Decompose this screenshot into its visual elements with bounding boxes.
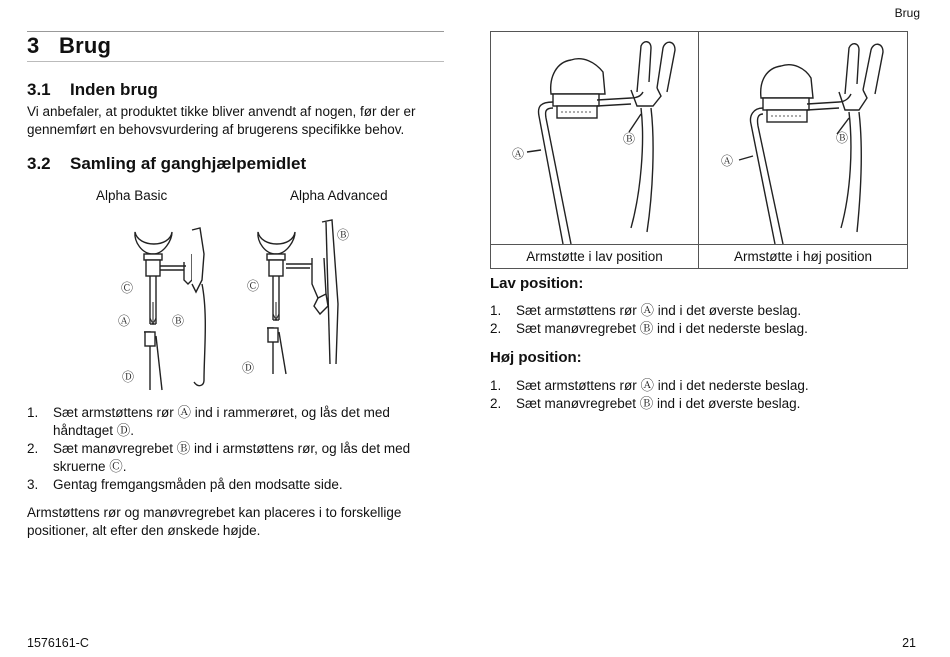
high-position-steps xyxy=(490,377,920,413)
callout-b-advanced: Ⓑ xyxy=(337,228,350,242)
section-number: 3.2 xyxy=(27,154,51,173)
running-header: Brug xyxy=(894,6,920,20)
page-number: 21 xyxy=(902,636,916,650)
chapter-rule-bottom xyxy=(27,61,444,62)
list-item: 3. Gentag fremgangsmåden på den modsatte side. xyxy=(27,477,343,492)
figure-caption-row xyxy=(491,244,907,268)
callout-b-high: Ⓑ xyxy=(836,131,849,145)
list-item: 2. Sæt manøvregrebet Ⓑ ind i det nederste beslag. xyxy=(490,321,808,336)
section-number: 3.1 xyxy=(27,80,51,99)
assembly-steps xyxy=(27,404,447,494)
callout-d-basic: Ⓓ xyxy=(122,370,135,384)
high-position-illustration xyxy=(699,32,907,244)
document-number: 1576161-C xyxy=(27,636,89,650)
list-item: 2. Sæt manøvregrebet Ⓑ ind i armstøttens rør, og lås det med skruerne Ⓒ. xyxy=(27,441,411,474)
list-item: 1. Sæt armstøttens rør Ⓐ ind i det øverste beslag. xyxy=(490,303,802,318)
callout-b-basic: Ⓑ xyxy=(172,314,185,328)
position-figure-table xyxy=(490,31,908,269)
callout-a-basic: Ⓐ xyxy=(118,314,131,328)
section-title: Samling af ganghjælpemidlet xyxy=(70,154,307,173)
callout-b-low: Ⓑ xyxy=(623,132,636,146)
callout-c-advanced: Ⓒ xyxy=(247,279,260,293)
callout-a-high: Ⓐ xyxy=(721,154,734,168)
list-item: 1. Sæt armstøttens rør Ⓐ ind i det nederste beslag. xyxy=(490,378,809,393)
figure-high-position xyxy=(699,32,907,244)
low-position-heading: Lav position: xyxy=(490,275,584,292)
section-3-1-paragraph: Vi anbefaler, at produktet tikke bliver anvendt af nogen, før der er gennemført en behovsvurdering af brugerens specifikke behov. xyxy=(27,104,416,137)
callout-d-advanced: Ⓓ xyxy=(242,361,255,375)
chapter-rule-top xyxy=(27,31,444,32)
callout-a-low: Ⓐ xyxy=(512,147,525,161)
figure-label-advanced: Alpha Advanced xyxy=(290,188,388,203)
chapter-title xyxy=(27,33,111,59)
closing-paragraph: Armstøttens rør og manøvregrebet kan placeres i to forskellige positioner, alt efter den ønskede højde. xyxy=(27,505,402,538)
low-position-steps xyxy=(490,302,920,338)
section-heading-3-2 xyxy=(27,154,306,174)
section-heading-3-1 xyxy=(27,80,158,100)
figure-label-basic: Alpha Basic xyxy=(96,188,168,203)
caption-low-position: Armstøtte i lav position xyxy=(491,245,699,269)
chapter-number: 3 xyxy=(27,33,40,58)
figure-low-position xyxy=(491,32,699,244)
section-title: Inden brug xyxy=(70,80,158,99)
callout-c-basic: Ⓒ xyxy=(121,281,134,295)
chapter-title-text: Brug xyxy=(59,33,112,58)
list-item: 2. Sæt manøvregrebet Ⓑ ind i det øverste beslag. xyxy=(490,396,801,411)
low-position-illustration xyxy=(491,32,699,244)
high-position-heading: Høj position: xyxy=(490,349,582,366)
list-item: 1. Sæt armstøttens rør Ⓐ ind i rammerøret, og lås det med håndtaget Ⓓ. xyxy=(27,405,390,438)
caption-high-position: Armstøtte i høj position xyxy=(733,249,873,264)
